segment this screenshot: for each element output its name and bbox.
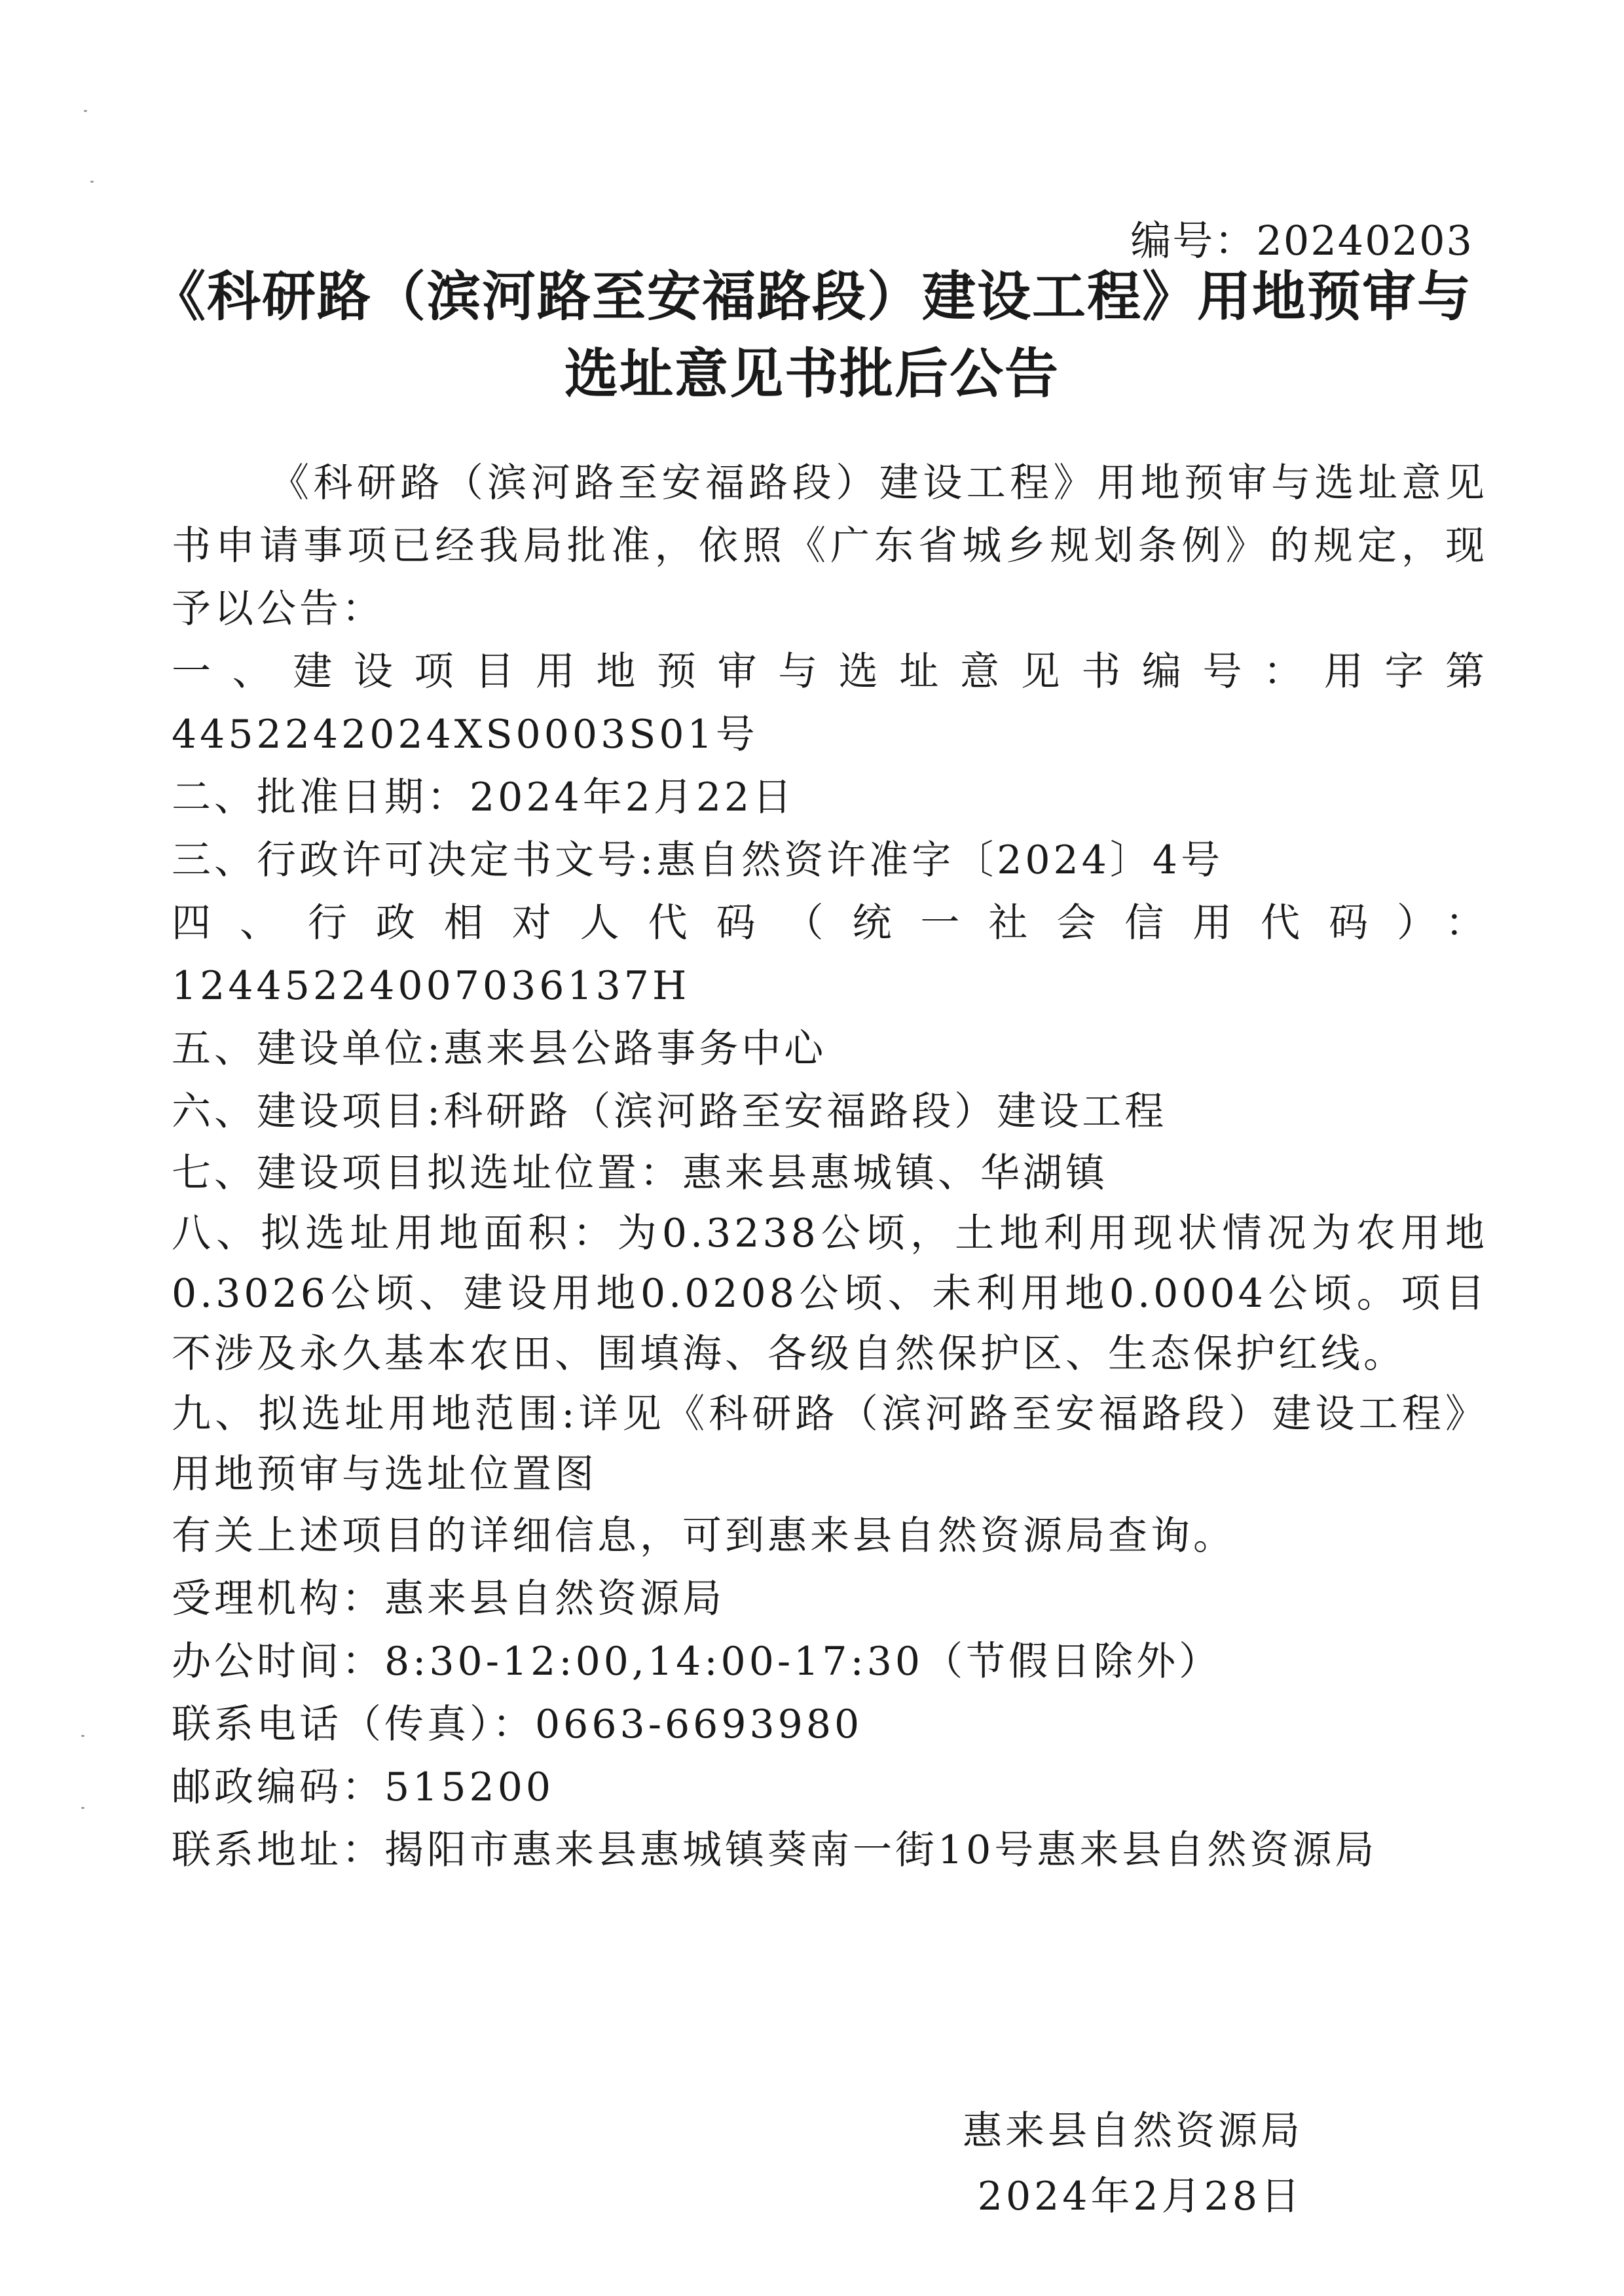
page-title: [131, 259, 1493, 413]
contact-agency: 受理机构：惠来县自然资源局: [172, 1576, 725, 1622]
signature-block: [963, 2098, 1303, 2229]
contact-address: 联系地址：揭阳市惠来县惠城镇葵南一街10号惠来县自然资源局: [172, 1827, 1378, 1873]
item-6-project: 六、建设项目:科研路（滨河路至安福路段）建设工程: [172, 1089, 1168, 1135]
item-5-builder: 五、建设单位:惠来县公路事务中心: [172, 1026, 827, 1072]
contact-hours: 办公时间：8:30-12:00,14:00-17:30（节假日除外）: [172, 1639, 1222, 1685]
scan-speck: [81, 1807, 84, 1809]
intro-paragraph: 《科研路（滨河路至安福路段）建设工程》用地预审与选址意见书申请事项已经我局批准，依照《广东省城乡规划条例》的规定，现予以公告：: [172, 460, 1488, 632]
document-number: 编号：20240203: [1130, 217, 1473, 264]
item-3-decision-number: 三、行政许可决定书文号:惠自然资许准字〔2024〕4号: [172, 837, 1224, 883]
signature-org: 惠来县自然资源局: [963, 2108, 1303, 2154]
inquiry-notice: 有关上述项目的详细信息，可到惠来县自然资源局查询。: [172, 1513, 1236, 1559]
contact-phone: 联系电话（传真）：0663-6693980: [172, 1702, 863, 1747]
title-line-1: 《科研路（滨河路至安福路段）建设工程》用地预审与: [151, 266, 1472, 328]
item-9-scope: 九、拟选址用地范围:详见《科研路（滨河路至安福路段）建设工程》用地预审与选址位置图: [172, 1391, 1488, 1497]
item-2-approval-date: 二、批准日期：2024年2月22日: [172, 774, 796, 820]
item-4-credit-code: 四、行政相对人代码（统一社会信用代码）：12445224007036137H: [172, 900, 1488, 1009]
item-7-location: 七、建设项目拟选址位置：惠来县惠城镇、华湖镇: [172, 1150, 1108, 1196]
item-1-permit-number: 一、建设项目用地预审与选址意见书编号：用字第4452242024XS0003S01号: [172, 649, 1488, 757]
title-line-2: 选址意见书批后公告: [564, 343, 1060, 405]
signature-date: 2024年2月28日: [977, 2174, 1303, 2219]
scan-speck: [81, 1735, 84, 1737]
scan-speck: [90, 181, 94, 183]
scan-speck: [84, 110, 87, 112]
contact-postcode: 邮政编码：515200: [172, 1764, 555, 1810]
item-8-area: 八、拟选址用地面积：为0.3238公顷，土地利用现状情况为农用地0.3026公顷、建设用地0.0208公顷、未利用地0.0004公顷。项目不涉及永久基本农田、围填海、各级自然保护区、生态保护红线。: [172, 1211, 1488, 1377]
announcement-body: [172, 452, 1488, 1882]
